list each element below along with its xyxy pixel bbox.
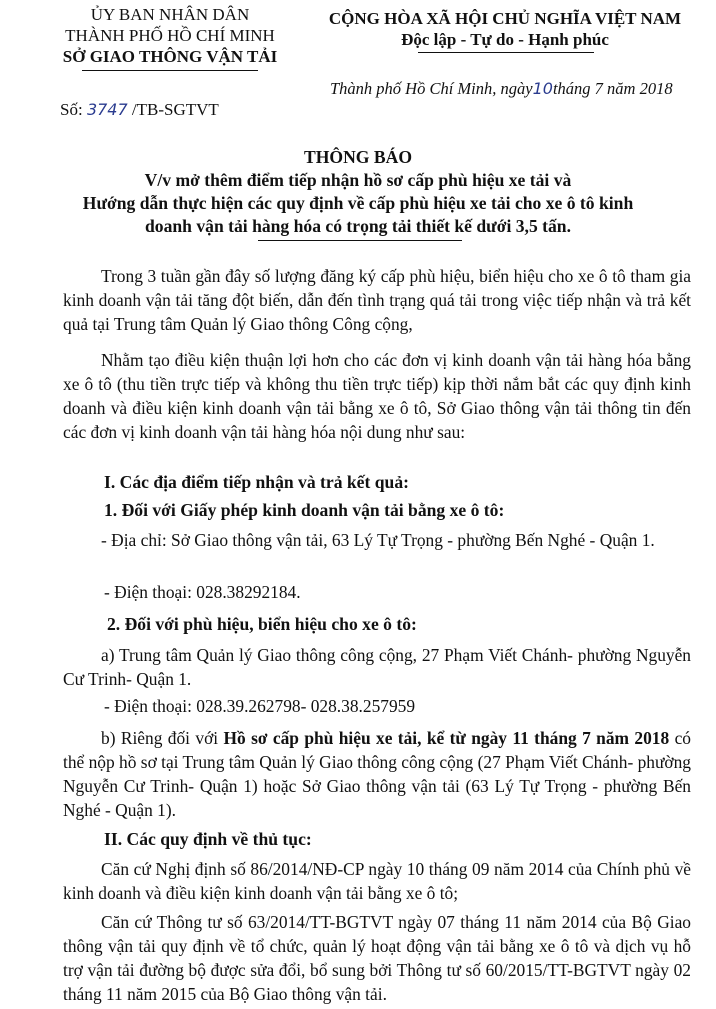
address-2: a) Trung tâm Quản lý Giao thông công cộng, 27 Phạm Viết Chánh- phường Nguyễn Cư Trinh- Quận 1. bbox=[63, 645, 691, 689]
phone-1: - Điện thoại: 028.38292184. bbox=[104, 582, 301, 602]
title-sub-1: V/v mở thêm điểm tiếp nhận hồ sơ cấp phù hiệu xe tải và bbox=[144, 170, 572, 190]
document-date bbox=[330, 79, 673, 99]
title-sub-2: Hướng dẫn thực hiện các quy định về cấp phù hiệu xe tải cho xe ô tô kinh bbox=[82, 193, 634, 213]
title-sub-3: doanh vận tải hàng hóa có trọng tải thiết kế dưới 3,5 tấn. bbox=[145, 216, 571, 236]
doc-no-prefix: Số: bbox=[60, 100, 83, 119]
date-prefix: Thành phố Hồ Chí Minh, ngày bbox=[330, 79, 533, 98]
motto-underline bbox=[418, 52, 594, 53]
issuing-agency bbox=[20, 4, 320, 67]
paragraph-b-bold: Hồ sơ cấp phù hiệu xe tải, kể từ ngày 11 tháng 7 năm 2018 bbox=[223, 728, 670, 748]
paragraph-purpose: Nhằm tạo điều kiện thuận lợi hơn cho các đơn vị kinh doanh vận tải hàng hóa bằng xe ô tô (thu tiền trực tiếp và không thu tiền trực tiếp) kịp thời nắm bắt các quy định kinh doanh và điều kiện kinh doanh vận tải bằng xe ô tô, Sở Giao thông vận tải thông tin đến các đơn vị kinh doanh vận tải hàng hóa nội dung như sau: bbox=[63, 350, 691, 442]
nation-line-2: Độc lập - Tự do - Hạnh phúc bbox=[401, 30, 609, 49]
paragraph-intro: Trong 3 tuần gần đây số lượng đăng ký cấp phù hiệu, biển hiệu cho xe ô tô tham gia kinh doanh vận tải tăng đột biến, dẫn đến tình trạng quá tải trong việc tiếp nhận và trả kết quả tại Trung tâm Quản lý Giao thông Công cộng, bbox=[63, 266, 691, 334]
doc-no-handwritten: 3747 bbox=[86, 100, 128, 119]
paragraph-legal-basis-1: Căn cứ Nghị định số 86/2014/NĐ-CP ngày 10 tháng 09 năm 2014 của Chính phủ về kinh doanh và điều kiện kinh doanh vận tải bằng xe ô tô; bbox=[63, 859, 691, 903]
national-header bbox=[300, 8, 710, 50]
date-suffix: tháng 7 năm 2018 bbox=[552, 79, 673, 98]
subsection-heading-1-1: 1. Đối với Giấy phép kinh doanh vận tải bằng xe ô tô: bbox=[104, 500, 505, 520]
doc-no-suffix: /TB-SGTVT bbox=[131, 100, 219, 119]
document-number bbox=[60, 100, 219, 120]
agency-line-2: THÀNH PHỐ HỒ CHÍ MINH bbox=[65, 26, 275, 45]
paragraph-b-post: có thể nộp hồ sơ tại Trung tâm Quản lý Giao thông công cộng (27 Phạm Viết Chánh- phường Nguyễn Cư Trinh- Quận 1) hoặc Sở Giao thông vận tải (63 Lý Tự Trọng - phường Bến Nghé - Quận 1). bbox=[63, 728, 691, 820]
subsection-heading-1-2: 2. Đối với phù hiệu, biển hiệu cho xe ô tô: bbox=[107, 614, 417, 634]
paragraph-b bbox=[63, 726, 691, 822]
section-heading-1: I. Các địa điểm tiếp nhận và trả kết quả: bbox=[104, 472, 409, 492]
title-underline bbox=[258, 240, 462, 241]
paragraph-legal-basis-2: Căn cứ Thông tư số 63/2014/TT-BGTVT ngày 07 tháng 11 năm 2014 của Bộ Giao thông vận tải quy định về tổ chức, quản lý hoạt động vận tải bằng xe ô tô và dịch vụ hỗ trợ vận tải đường bộ được sửa đổi, bổ sung bởi Thông tư số 60/2015/TT-BGTVT ngày 02 tháng 11 năm 2015 của Bộ Giao thông vận tải. bbox=[63, 912, 691, 1004]
agency-line-3: SỞ GIAO THÔNG VẬN TẢI bbox=[62, 47, 278, 66]
paragraph-b-pre: b) Riêng đối với bbox=[101, 728, 224, 748]
address-1: - Địa chỉ: Sở Giao thông vận tải, 63 Lý Tự Trọng - phường Bến Nghé - Quận 1. bbox=[101, 530, 655, 550]
notice-title bbox=[0, 146, 716, 238]
agency-line-1: ỦY BAN NHÂN DÂN bbox=[90, 5, 250, 24]
section-heading-2: II. Các quy định về thủ tục: bbox=[104, 829, 312, 849]
nation-line-1: CỘNG HÒA XÃ HỘI CHỦ NGHĨA VIỆT NAM bbox=[328, 9, 682, 28]
phone-2: - Điện thoại: 028.39.262798- 028.38.257959 bbox=[104, 696, 416, 716]
date-day-handwritten: 10 bbox=[532, 79, 553, 98]
title-main: THÔNG BÁO bbox=[303, 147, 413, 167]
agency-underline bbox=[82, 70, 258, 71]
